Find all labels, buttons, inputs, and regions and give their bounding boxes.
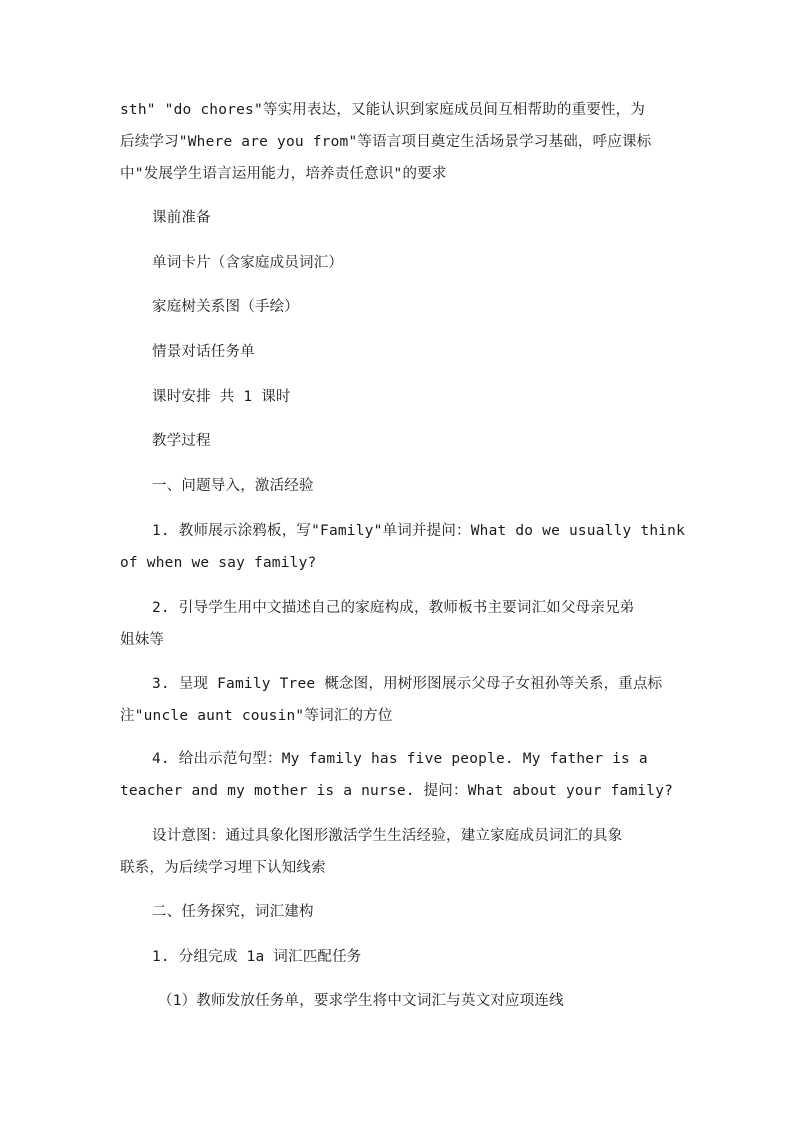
design-intent-line-2: 联系，为后续学习埋下认知线索: [120, 860, 326, 876]
intro-line-1: sth" "do chores"等实用表达，又能认识到家庭成员间互相帮助的重要性，为: [120, 102, 646, 118]
s1-item1-line-2: of when we say family?: [120, 555, 317, 571]
s2-item1: 1. 分组完成 1a 词汇匹配任务: [152, 949, 362, 965]
s1-item2-line-1: 2. 引导学生用中文描述自己的家庭构成，教师板书主要词汇如父母亲兄弟: [152, 600, 635, 616]
intro-line-3: 中"发展学生语言运用能力，培养责任意识"的要求: [120, 166, 447, 182]
prep-item-word-cards: 单词卡片（含家庭成员词汇）: [152, 255, 344, 271]
s1-item3-line-1: 3. 呈现 Family Tree 概念图，用树形图展示父母子女祖孙等关系，重点标: [152, 676, 663, 692]
s1-item2-line-2: 姐妹等: [120, 632, 165, 648]
process-heading: 教学过程: [152, 433, 211, 449]
s1-item4-line-1: 4. 给出示范句型：My family has five people. My father is a: [152, 751, 648, 767]
prep-heading: 课前准备: [152, 210, 211, 226]
prep-item-task-sheet: 情景对话任务单: [152, 344, 255, 360]
section2-heading: 二、任务探究，词汇建构: [152, 904, 314, 920]
s1-item3-line-2: 注"uncle aunt cousin"等词汇的方位: [120, 708, 393, 724]
design-intent-line-1: 设计意图：通过具象化图形激活学生生活经验，建立家庭成员词汇的具象: [152, 828, 623, 844]
s2-subitem1: （1）教师发放任务单，要求学生将中文词汇与英文对应项连线: [158, 993, 564, 1009]
intro-line-2: 后续学习"Where are you from"等语言项目奠定生活场景学习基础，呼应课标: [120, 134, 652, 150]
s1-item1-line-1: 1. 教师展示涂鸦板，写"Family"单词并提问：What do we usually think: [152, 523, 686, 539]
s1-item4-line-2: teacher and my mother is a nurse. 提问：What about your family?: [120, 783, 674, 799]
section1-heading: 一、问题导入，激活经验: [152, 478, 314, 494]
prep-item-family-tree: 家庭树关系图（手绘）: [152, 299, 299, 315]
schedule-line: 课时安排 共 1 课时: [152, 389, 291, 405]
